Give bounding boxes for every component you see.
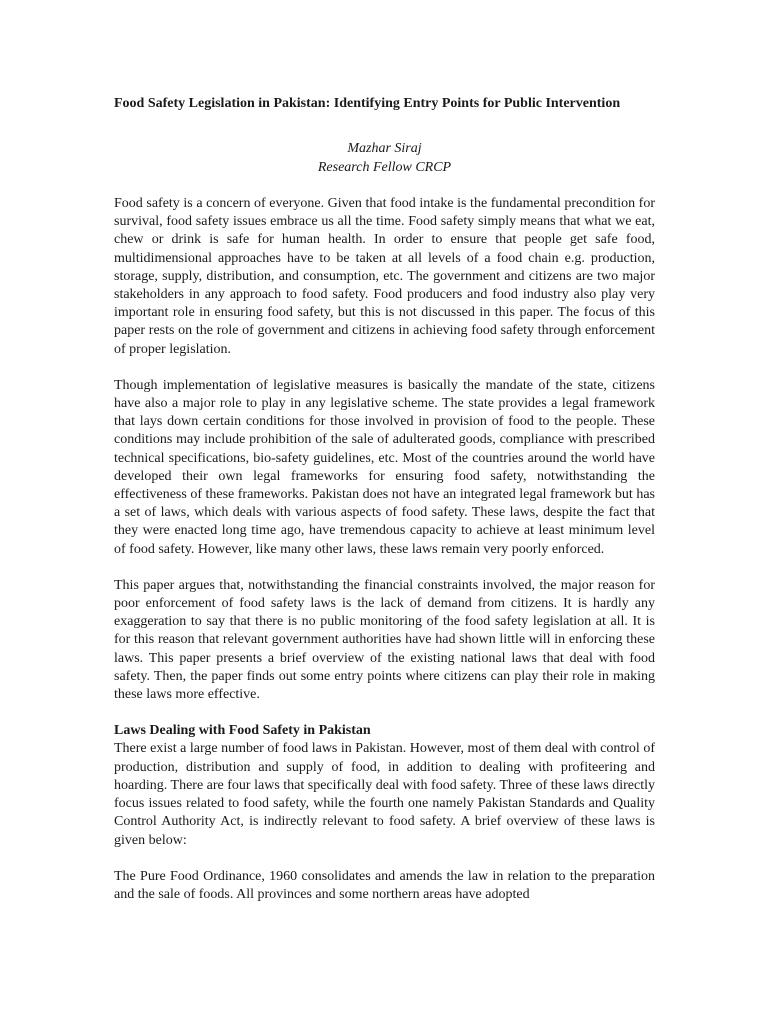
section-heading: Laws Dealing with Food Safety in Pakistan (114, 723, 371, 739)
paragraph-paper-argument: This paper argues that, notwithstanding the financial constraints involved, the major reason for poor enforcement of food safety laws is the lack of demand from citizens. It is hardly any exaggeration to say that there is no public monitoring of the food safety legislation at all. It is for this reason that relevant government authorities have had shown little will in enforcing these laws. This paper presents a brief overview of the existing national laws that deal with food safety. Then, the paper finds out some entry points where citizens can play their role in making these laws more effective. (114, 577, 655, 703)
author-affiliation: Research Fellow CRCP (317, 160, 452, 175)
author-name: Mazhar Siraj (347, 141, 422, 156)
author-block (114, 139, 655, 177)
paragraph-legislative-measures: Though implementation of legislative measures is basically the mandate of the state, citizens have also a major role to play in any legislative scheme. The state provides a legal framework that lays down certain conditions for those involved in provision of food to the people. These conditions may include prohibition of the sale of adulterated goods, compliance with prescribed technical specifications, bio-safety guidelines, etc. Most of the countries around the world have developed their own legal frameworks for ensuring food safety, notwithstanding the effectiveness of these frameworks. Pakistan does not have an integrated legal framework but has a set of laws, which deals with various aspects of food safety. These laws, despite the fact that they were enacted long time ago, have tremendous capacity to achieve at least minimum level of food safety. However, like many other laws, these laws remain very poorly enforced. (114, 377, 655, 557)
document-page (114, 94, 655, 904)
document-title: Food Safety Legislation in Pakistan: Identifying Entry Points for Public Intervention (114, 96, 621, 111)
paragraph-food-laws: There exist a large number of food laws in Pakistan. However, most of them deal with control of production, distribution and supply of food, in addition to dealing with profiteering and hoarding. There are four laws that specifically deal with food safety. Three of these laws directly focus issues related to food safety, while the fourth one namely Pakistan Standards and Quality Control Authority Act, is indirectly relevant to food safety. A brief overview of these laws is given below: (114, 741, 655, 848)
paragraph-pure-food-ordinance: The Pure Food Ordinance, 1960 consolidates and amends the law in relation to the preparation and the sale of foods. All provinces and some northern areas have adopted (114, 868, 655, 902)
paragraph-intro: Food safety is a concern of everyone. Given that food intake is the fundamental precondition for survival, food safety issues embrace us all the time. Food safety simply means that what we eat, chew or drink is safe for human health. In order to ensure that people get safe food, multidimensional approaches have to be taken at all levels of a food chain e.g. production, storage, supply, distribution, and consumption, etc. The government and citizens are two major stakeholders in any approach to food safety. Food producers and food industry also play very important role in ensuring food safety, but this is not discussed in this paper. The focus of this paper rests on the role of government and citizens in achieving food safety through enforcement of proper legislation. (114, 196, 655, 357)
